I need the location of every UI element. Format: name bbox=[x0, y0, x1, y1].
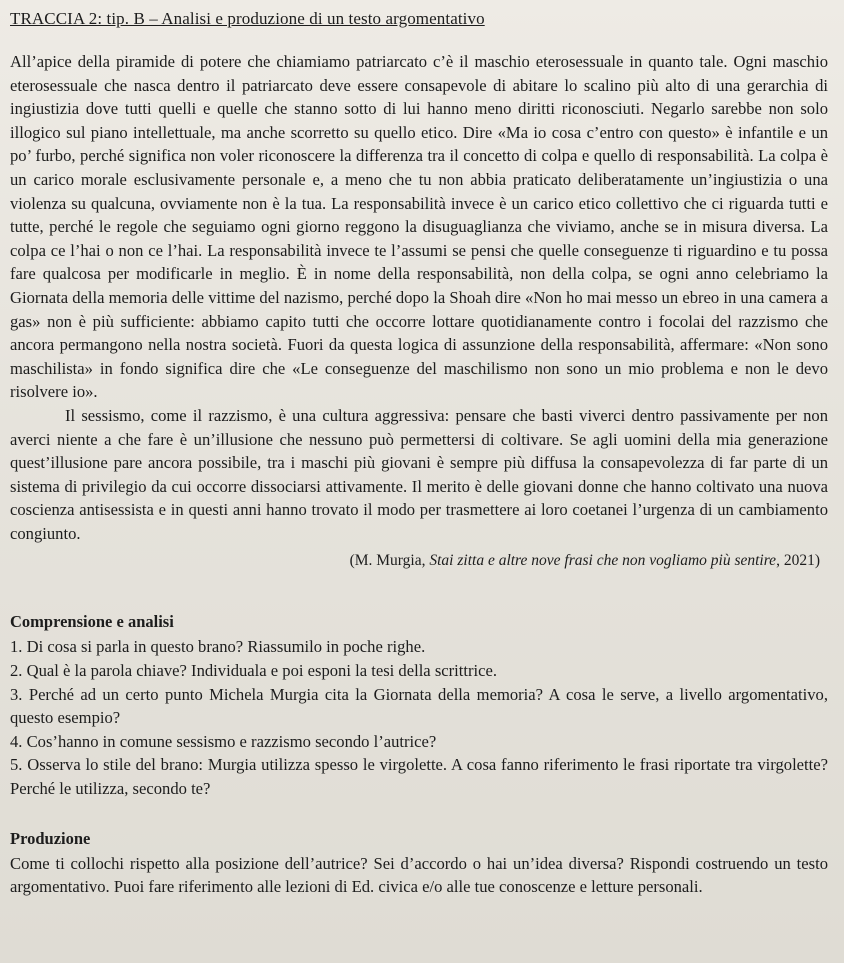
question-item: 3. Perché ad un certo punto Michela Murgia cita la Giornata della memoria? A cosa le serve, a livello argomentativo, questo esempio? bbox=[10, 684, 828, 728]
question-item: 1. Di cosa si parla in questo brano? Riassumilo in poche righe. bbox=[10, 637, 426, 657]
source-book-title: Stai zitta e altre nove frasi che non vogliamo più sentire bbox=[429, 552, 777, 570]
question-item: 5. Osserva lo stile del brano: Murgia utilizza spesso le virgolette. A cosa fanno riferimento le frasi riportate tra virgolette? Perché le utilizza, secondo te? bbox=[10, 755, 828, 799]
source-prefix: (M. Murgia, bbox=[349, 552, 430, 570]
question-item: 4. Cos’hanno in comune sessismo e razzismo secondo l’autrice? bbox=[10, 731, 437, 751]
text-paragraph-1: All’apice della piramide di potere che chiamiamo patriarcato c’è il maschio eterosessuale in quanto tale. Ogni maschio eterosessuale che nasca dentro il patriarcato deve essere consapevole di abitare lo scalino più alto di una gerarchia di ingiustizia dove tutti quelli e quelle che stanno sotto di lui hanno meno diritti riconosciuti. Negarlo sarebbe non solo illogico sul piano intellettuale, ma anche scorretto su quello etico. Dire «Ma io cosa c’entro con questo» è infantile e un po’ furbo, perché significa non voler riconoscere la differenza tra il concetto di colpa e quello di responsabilità. La colpa è un carico morale esclusivamente personale e, a meno che tu non abbia praticato deliberatamente un’ingiustizia o una violenza su qualcuna, ovviamente non è la tua. La responsabilità invece è un carico etico collettivo che ci riguarda tutti e tutte, perché le regole che seguiamo ogni giorno reggono la disuguaglianza che viviamo, anche se in misura diversa. La colpa ce l’hai o non ce l’hai. La responsabilità invece te l’assumi se pensi che quelle conseguenze ti riguardino e tu possa fare qualcosa per modificarle in meglio. È in nome della responsabilità, non della colpa, se ogni anno celebriamo la Giornata della memoria delle vittime del nazismo, perché dopo la Shoah dire «Non ho mai messo un ebreo in una camera a gas» non è più sufficiente: abbiamo capito tutti che occorre lottare quotidianamente contro i focolai del razzismo che ancora permangono nella nostra società. Fuori da questa logica di assunzione della responsabilità, affermare: «Non sono maschilista» in fondo significa dire che «Le conseguenze del maschilismo non sono un mio problema e non le devo risolvere io». bbox=[10, 52, 828, 402]
production-title: Produzione bbox=[10, 828, 91, 848]
source-suffix: , 2021) bbox=[776, 552, 820, 570]
question-item: 2. Qual è la parola chiave? Individuala e poi esponi la tesi della scrittrice. bbox=[10, 661, 498, 681]
text-paragraph-2: Il sessismo, come il razzismo, è una cultura aggressiva: pensare che basti viverci dentro passivamente per non averci niente a che fare è un’illusione che nessuno può permettersi di coltivare. Se agli uomini della mia generazione quest’illusione pare ancora possibile, tra i maschi più giovani è sempre più diffusa la consapevolezza di far parte di un sistema di privilegio da cui occorre dissociarsi attivamente. Il merito è delle giovani donne che hanno coltivato una nuova coscienza antisessista e in questi anni hanno trovato il modo per trasmettere ai loro coetanei l’urgenza di un cambiamento congiunto. bbox=[10, 405, 828, 543]
production-text: Come ti collochi rispetto alla posizione dell’autrice? Sei d’accordo o hai un’idea diversa? Rispondi costruendo un testo argomentativo. Puoi fare riferimento alle lezioni di Ed. civica e/o alle tue conoscenze e letture personali. bbox=[10, 853, 828, 897]
question-list bbox=[10, 635, 828, 800]
source-citation bbox=[10, 549, 820, 572]
page-title: TRACCIA 2: tip. B – Analisi e produzione di un testo argomentativo bbox=[10, 9, 485, 28]
comprehension-title: Comprensione e analisi bbox=[10, 612, 174, 632]
